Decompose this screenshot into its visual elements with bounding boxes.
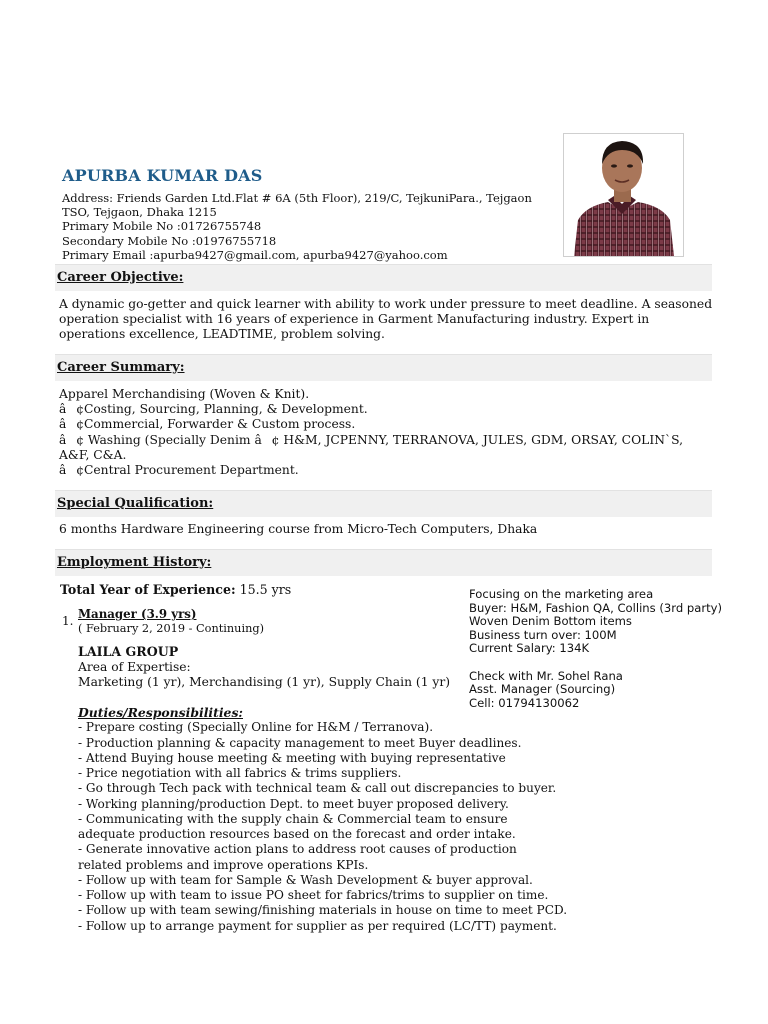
duty-line: - Follow up with team for Sample & Wash Development & buyer approval.	[78, 872, 533, 887]
profile-photo-image	[564, 134, 683, 256]
summary-line: â¢Central Procurement Department.	[59, 463, 299, 478]
career-summary-text	[59, 387, 709, 478]
duty-line: - Follow up to arrange payment for supplier as per required (LC/TT) payment.	[78, 918, 557, 933]
side-note-line: Asst. Manager (Sourcing)	[469, 682, 616, 697]
duty-line: - Production planning & capacity management to meet Buyer deadlines.	[78, 735, 522, 750]
section-career-objective	[55, 264, 712, 291]
side-note-line: Current Salary: 134K	[469, 641, 590, 656]
special-qualification-text	[59, 522, 709, 537]
summary-line: â¢ Washing (Specially Denim â¢ H&M, JCPENNY, TERRANOVA, JULES, GDM, ORSAY, COLIN`S,	[59, 432, 683, 447]
summary-line: A&F, C&A.	[59, 447, 127, 462]
duty-line: - Go through Tech pack with technical team & call out discrepancies to buyer.	[78, 781, 557, 796]
duties-block	[78, 705, 598, 934]
job-role: Manager (3.9 yrs)	[78, 607, 197, 621]
total-experience-value: 15.5 yrs	[235, 582, 292, 597]
objective-line: A dynamic go-getter and quick learner with ability to work under pressure to meet deadline. A seasoned	[59, 297, 713, 311]
side-note-line: Check with Mr. Sohel Rana	[469, 668, 623, 683]
duty-line: related problems and improve operations KPIs.	[78, 857, 369, 872]
summary-line: â¢Costing, Sourcing, Planning, & Development.	[59, 402, 368, 417]
objective-line: operations excellence, LEADTIME, problem solving.	[59, 327, 385, 342]
section-employment-history	[55, 549, 712, 576]
address-line-2: TSO, Tejgaon, Dhaka 1215	[62, 205, 217, 220]
side-note-line: Cell: 01794130062	[469, 695, 580, 710]
side-note-spacer	[469, 656, 722, 670]
contact-block	[62, 191, 542, 262]
primary-mobile: Primary Mobile No :01726755748	[62, 219, 262, 234]
duty-line: adequate production resources based on the forecast and order intake.	[78, 827, 516, 841]
job-period: ( February 2, 2019 - Continuing)	[78, 622, 264, 635]
duty-line: - Price negotiation with all fabrics & trims suppliers.	[78, 766, 402, 780]
secondary-mobile: Secondary Mobile No :01976755718	[62, 233, 277, 248]
qualification-line: 6 months Hardware Engineering course from Micro-Tech Computers, Dhaka	[59, 522, 538, 536]
duty-line: - Prepare costing (Specially Online for H&M / Terranova).	[78, 720, 434, 735]
total-experience-label: Total Year of Experience:	[60, 582, 236, 597]
job-number: 1.	[62, 614, 74, 628]
summary-line: â¢Commercial, Forwarder & Custom process.	[59, 417, 356, 432]
section-title-special-qualification: Special Qualification:	[57, 496, 214, 511]
total-experience	[60, 582, 291, 597]
duty-line: - Follow up with team sewing/finishing materials in house on time to meet PCD.	[78, 903, 568, 918]
summary-line: Apparel Merchandising (Woven & Knit).	[59, 387, 310, 401]
section-title-employment-history: Employment History:	[57, 555, 212, 570]
section-title-career-objective: Career Objective:	[57, 270, 184, 285]
side-note-line: Buyer: H&M, Fashion QA, Collins (3rd party)	[469, 600, 723, 615]
expertise-label: Area of Expertise:	[78, 660, 191, 674]
side-note-line: Woven Denim Bottom items	[469, 614, 632, 629]
profile-photo	[563, 133, 684, 257]
duty-line: - Working planning/production Dept. to meet buyer proposed delivery.	[78, 796, 509, 811]
company-name: LAILA GROUP	[78, 644, 179, 659]
section-career-summary	[55, 354, 712, 381]
expertise-areas: Marketing (1 yr), Merchandising (1 yr), Supply Chain (1 yr)	[78, 675, 451, 689]
section-title-career-summary: Career Summary:	[57, 360, 185, 375]
objective-line: operation specialist with 16 years of experience in Garment Manufacturing industry. Expert in	[59, 312, 650, 327]
duty-line: - Communicating with the supply chain & Commercial team to ensure	[78, 811, 508, 826]
job-side-notes	[469, 588, 722, 710]
side-note-line: Business turn over: 100M	[469, 627, 617, 642]
address-line-1: Address: Friends Garden Ltd.Flat # 6A (5th Floor), 219/C, TejkuniPara., Tejgaon	[62, 191, 532, 205]
candidate-name: APURBA KUMAR DAS	[62, 166, 263, 185]
duty-line: - Generate innovative action plans to address root causes of production	[78, 842, 517, 857]
primary-email: Primary Email :apurba9427@gmail.com, apurba9427@yahoo.com	[62, 247, 448, 262]
duties-title: Duties/Responsibilities:	[78, 705, 243, 720]
side-note-line: Focusing on the marketing area	[469, 587, 654, 601]
career-objective-text	[59, 297, 713, 343]
duty-line: - Follow up with team to issue PO sheet for fabrics/trims to supplier on time.	[78, 888, 549, 902]
duty-line: - Attend Buying house meeting & meeting with buying representative	[78, 750, 506, 765]
section-special-qualification	[55, 490, 712, 517]
